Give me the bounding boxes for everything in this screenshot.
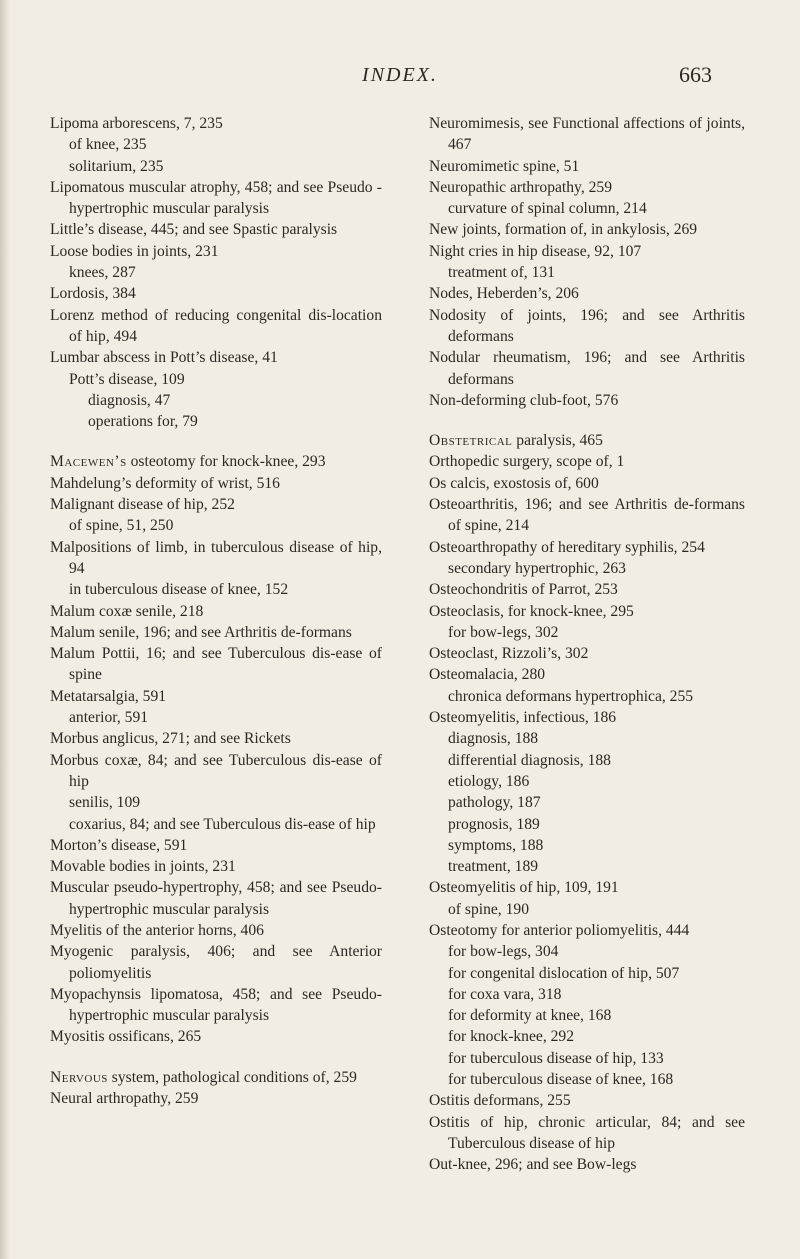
index-entry — [50, 219, 382, 240]
entry-text: etiology, 186 — [448, 772, 530, 790]
entry-text: for deformity at knee, 168 — [448, 1007, 612, 1025]
entry-text: Lordosis, 384 — [50, 285, 136, 303]
index-entry — [429, 241, 745, 262]
index-entry — [429, 1154, 745, 1175]
entry-text: curvature of spinal column, 214 — [448, 200, 647, 218]
entry-text: secondary hypertrophic, 263 — [448, 559, 626, 577]
index-subentry — [429, 814, 745, 835]
entry-text: Malignant disease of hip, 252 — [50, 496, 235, 514]
entry-text: Malpositions of limb, in tuberculous disease of hip, 94 — [50, 538, 382, 577]
index-entry — [50, 241, 382, 262]
entry-text: solitarium, 235 — [69, 157, 164, 175]
index-subentry — [50, 579, 382, 600]
index-subentry — [429, 728, 745, 749]
index-subentry — [50, 814, 382, 835]
entry-text: Osteotomy for anterior poliomyelitis, 444 — [429, 921, 690, 939]
entry-text: differential diagnosis, 188 — [448, 751, 611, 769]
entry-text: anterior, 591 — [69, 709, 149, 727]
entry-text: operations for, 79 — [88, 413, 198, 431]
entry-text: Muscular pseudo-hypertrophy, 458; and see Pseudo-hypertrophic muscular paralysis — [50, 879, 382, 918]
page-edge-shadow — [0, 0, 10, 1259]
index-entry — [50, 451, 382, 472]
entry-text: Morbus anglicus, 271; and see Rickets — [50, 730, 291, 748]
index-entry — [50, 347, 382, 368]
index-entry — [429, 283, 745, 304]
entry-text: for tuberculous disease of hip, 133 — [448, 1049, 664, 1067]
index-subentry — [50, 792, 382, 813]
index-subentry — [50, 262, 382, 283]
entry-text: Nodes, Heberden’s, 206 — [429, 285, 579, 303]
entry-text: Ostitis deformans, 255 — [429, 1092, 571, 1110]
entry-text: Loose bodies in joints, 231 — [50, 242, 219, 260]
entry-text: Neuromimetic spine, 51 — [429, 157, 580, 175]
entry-text: Malum coxæ senile, 218 — [50, 602, 204, 620]
index-entry — [429, 451, 745, 472]
entry-text: osteotomy for knock-knee, 293 — [126, 453, 326, 471]
entry-text: for knock-knee, 292 — [448, 1028, 575, 1046]
entry-text: for bow-legs, 304 — [448, 943, 559, 961]
index-entry — [429, 664, 745, 685]
entry-text: diagnosis, 188 — [448, 730, 539, 748]
entry-text: Ostitis of hip, chronic articular, 84; and see Tuberculous disease of hip — [429, 1113, 745, 1152]
entry-text: Neural arthropathy, 259 — [50, 1090, 199, 1108]
entry-text: Morton’s disease, 591 — [50, 836, 188, 854]
entry-text: Osteochondritis of Parrot, 253 — [429, 581, 618, 599]
entry-text: Osteoclasis, for knock-knee, 295 — [429, 602, 634, 620]
entry-text: Myopachynsis lipomatosa, 458; and see Pseudo-hypertrophic muscular paralysis — [50, 985, 382, 1025]
running-title: INDEX. — [362, 64, 438, 86]
index-entry — [50, 728, 382, 749]
index-entry — [429, 579, 745, 600]
entry-text: of spine, 190 — [448, 900, 529, 918]
entry-text: Malum Pottii, 16; and see Tuberculous dis-ease of spine — [50, 645, 382, 684]
entry-text: senilis, 109 — [69, 794, 141, 812]
index-entry — [429, 877, 745, 898]
entry-text: Osteoclast, Rizzoli’s, 302 — [429, 645, 589, 663]
index-subentry — [429, 984, 745, 1005]
entry-text: Lumbar abscess in Pott’s disease, 41 — [50, 349, 278, 367]
index-entry — [50, 750, 382, 793]
index-subentry — [50, 134, 382, 155]
index-subentry — [50, 411, 382, 432]
index-entry — [50, 941, 382, 984]
entry-text: Lipomatous muscular atrophy, 458; and see Pseudo - hypertrophic muscular paralysis — [50, 178, 382, 218]
entry-text: Night cries in hip disease, 92, 107 — [429, 242, 642, 260]
index-entry — [429, 920, 745, 941]
index-subentry — [429, 771, 745, 792]
index-entry — [50, 984, 382, 1027]
entry-text: in tuberculous disease of knee, 152 — [69, 581, 289, 599]
index-entry — [50, 835, 382, 856]
index-entry — [429, 305, 745, 348]
entry-text: Osteomyelitis, infectious, 186 — [429, 709, 617, 727]
index-entry — [50, 856, 382, 877]
index-subentry — [429, 792, 745, 813]
entry-text: for tuberculous disease of knee, 168 — [448, 1071, 674, 1089]
entry-text: of spine, 51, 250 — [69, 517, 174, 535]
index-entry — [429, 601, 745, 622]
entry-text: Movable bodies in joints, 231 — [50, 858, 236, 876]
entry-text: for coxa vara, 318 — [448, 985, 562, 1003]
entry-text: Osteomyelitis of hip, 109, 191 — [429, 879, 619, 897]
index-column-right — [429, 113, 745, 1176]
index-entry — [50, 537, 382, 580]
index-entry — [50, 686, 382, 707]
index-entry — [50, 1088, 382, 1109]
index-entry — [429, 156, 745, 177]
entry-text: for congenital dislocation of hip, 507 — [448, 964, 680, 982]
index-entry — [50, 494, 382, 515]
index-entry — [429, 473, 745, 494]
entry-text: prognosis, 189 — [448, 815, 540, 833]
index-subentry — [429, 1005, 745, 1026]
index-entry — [50, 643, 382, 686]
index-entry — [50, 305, 382, 348]
page-header — [0, 62, 800, 102]
entry-text: Pott’s disease, 109 — [69, 370, 185, 388]
entry-text: knees, 287 — [69, 264, 136, 282]
index-subentry — [429, 963, 745, 984]
index-subentry — [429, 558, 745, 579]
index-column-left — [50, 113, 382, 1109]
index-entry — [50, 473, 382, 494]
entry-text: system, pathological conditions of, 259 — [107, 1068, 357, 1086]
index-subentry — [429, 835, 745, 856]
section-lead-word: Obstetrical — [429, 432, 513, 450]
index-entry — [429, 494, 745, 537]
entry-text: Lipoma arborescens, 7, 235 — [50, 115, 223, 132]
index-subentry — [50, 390, 382, 411]
index-entry — [429, 1112, 745, 1155]
entry-text: Metatarsalgia, 591 — [50, 687, 167, 705]
entry-text: Osteomalacia, 280 — [429, 666, 546, 684]
index-entry — [50, 601, 382, 622]
entry-text: Myogenic paralysis, 406; and see Anterior poliomyelitis — [50, 943, 382, 982]
entry-text: Osteoarthritis, 196; and see Arthritis de-formans of spine, 214 — [429, 496, 745, 535]
index-entry — [429, 643, 745, 664]
index-entry — [429, 1090, 745, 1111]
entry-text: Malum senile, 196; and see Arthritis de-formans — [50, 623, 352, 641]
entry-text: Os calcis, exostosis of, 600 — [429, 474, 599, 492]
entry-text: Out-knee, 296; and see Bow-legs — [429, 1156, 637, 1174]
entry-text: Morbus coxæ, 84; and see Tuberculous dis-ease of hip — [50, 751, 382, 790]
index-entry — [50, 920, 382, 941]
entry-text: treatment of, 131 — [448, 264, 555, 282]
index-entry — [429, 347, 745, 390]
entry-text: Non-deforming club-foot, 576 — [429, 391, 619, 409]
index-subentry — [50, 369, 382, 390]
index-subentry — [429, 899, 745, 920]
index-subentry — [429, 856, 745, 877]
entry-text: treatment, 189 — [448, 858, 539, 876]
entry-text: coxarius, 84; and see Tuberculous dis-ease of hip — [69, 815, 376, 833]
index-subentry — [429, 1026, 745, 1047]
index-entry — [429, 390, 745, 411]
index-entry — [50, 177, 382, 220]
index-entry — [429, 430, 745, 451]
entry-text: Nodular rheumatism, 196; and see Arthritis deformans — [429, 349, 745, 388]
index-entry — [50, 877, 382, 920]
entry-text: of knee, 235 — [69, 136, 147, 154]
entry-text: Myositis ossificans, 265 — [50, 1028, 202, 1046]
index-subentry — [429, 750, 745, 771]
index-subentry — [429, 198, 745, 219]
index-entry — [50, 113, 382, 134]
index-subentry — [429, 622, 745, 643]
index-subentry — [429, 1048, 745, 1069]
index-entry — [429, 113, 745, 156]
entry-text: diagnosis, 47 — [88, 391, 171, 409]
entry-text: chronica deformans hypertrophica, 255 — [448, 687, 694, 705]
entry-text: Mahdelung’s deformity of wrist, 516 — [50, 474, 280, 492]
entry-text: Myelitis of the anterior horns, 406 — [50, 921, 264, 939]
entry-text: Orthopedic surgery, scope of, 1 — [429, 453, 625, 471]
index-subentry — [50, 515, 382, 536]
index-entry — [429, 537, 745, 558]
index-subentry — [50, 707, 382, 728]
entry-text: New joints, formation of, in ankylosis, 269 — [429, 221, 698, 239]
entry-text: Little’s disease, 445; and see Spastic paralysis — [50, 221, 338, 239]
index-entry — [50, 1067, 382, 1088]
index-subentry — [429, 262, 745, 283]
entry-text: paralysis, 465 — [512, 432, 603, 450]
index-subentry — [429, 1069, 745, 1090]
entry-text: Neuromimesis, see Functional affections of joints, 467 — [429, 115, 745, 154]
index-entry — [429, 707, 745, 728]
index-subentry — [50, 156, 382, 177]
entry-text: Nodosity of joints, 196; and see Arthritis deformans — [429, 306, 745, 345]
index-subentry — [429, 941, 745, 962]
entry-text: symptoms, 188 — [448, 836, 544, 854]
index-entry — [50, 1026, 382, 1047]
index-entry — [429, 219, 745, 240]
index-entry — [429, 177, 745, 198]
index-subentry — [429, 686, 745, 707]
page-number: 663 — [679, 62, 712, 87]
index-entry — [50, 622, 382, 643]
index-entry — [50, 283, 382, 304]
entry-text: Osteoarthropathy of hereditary syphilis, 254 — [429, 538, 705, 556]
entry-text: Lorenz method of reducing congenital dis-location of hip, 494 — [50, 306, 382, 345]
entry-text: pathology, 187 — [448, 794, 541, 812]
entry-text: Neuropathic arthropathy, 259 — [429, 178, 613, 196]
section-lead-word: Macewen’s — [50, 453, 127, 471]
section-lead-word: Nervous — [50, 1068, 108, 1086]
entry-text: for bow-legs, 302 — [448, 623, 559, 641]
